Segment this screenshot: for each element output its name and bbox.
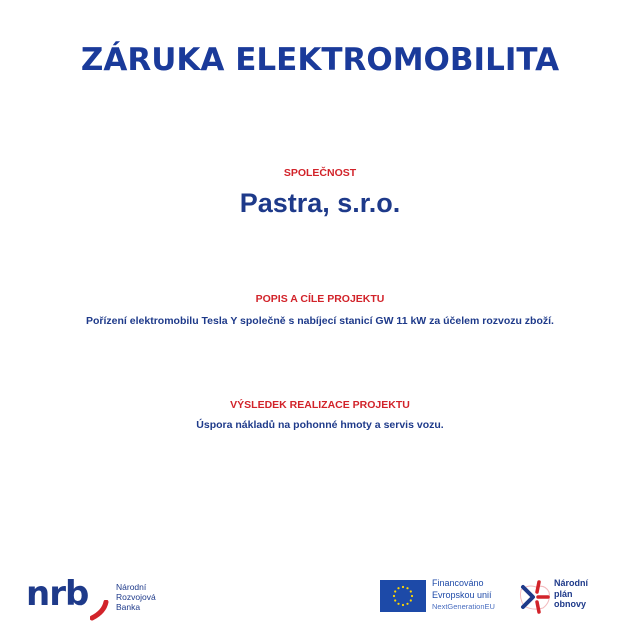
npo-text: Národní plán obnovy <box>554 578 589 609</box>
project-description-text: Pořízení elektromobilu Tesla Y společně s nabíjecí stanicí GW 11 kW za účelem rozvozu zboží. <box>86 315 554 327</box>
page-title: ZÁRUKA ELEKTROMOBILITA <box>80 42 560 78</box>
project-description-label: POPIS A CÍLE PROJEKTU <box>255 293 385 305</box>
nrb-logo <box>20 570 180 628</box>
npo-logo <box>518 578 589 621</box>
project-result-text: Úspora nákladů na pohonné hmoty a servis vozu. <box>196 419 444 431</box>
project-result-label: VÝSLEDEK REALIZACE PROJEKTU <box>230 399 410 411</box>
nrb-swoosh-icon <box>90 600 112 622</box>
company-name: Pastra, s.r.o. <box>239 188 401 218</box>
eu-funding-text: Financováno Evropskou unií NextGenerationEU <box>432 578 495 611</box>
company-label: SPOLEČNOST <box>283 167 357 179</box>
eu-flag-icon <box>380 580 426 612</box>
npo-emblem-icon <box>518 578 552 616</box>
nrb-wordmark: nrb <box>26 574 89 614</box>
nrb-text: Národní Rozvojová Banka <box>116 582 156 612</box>
